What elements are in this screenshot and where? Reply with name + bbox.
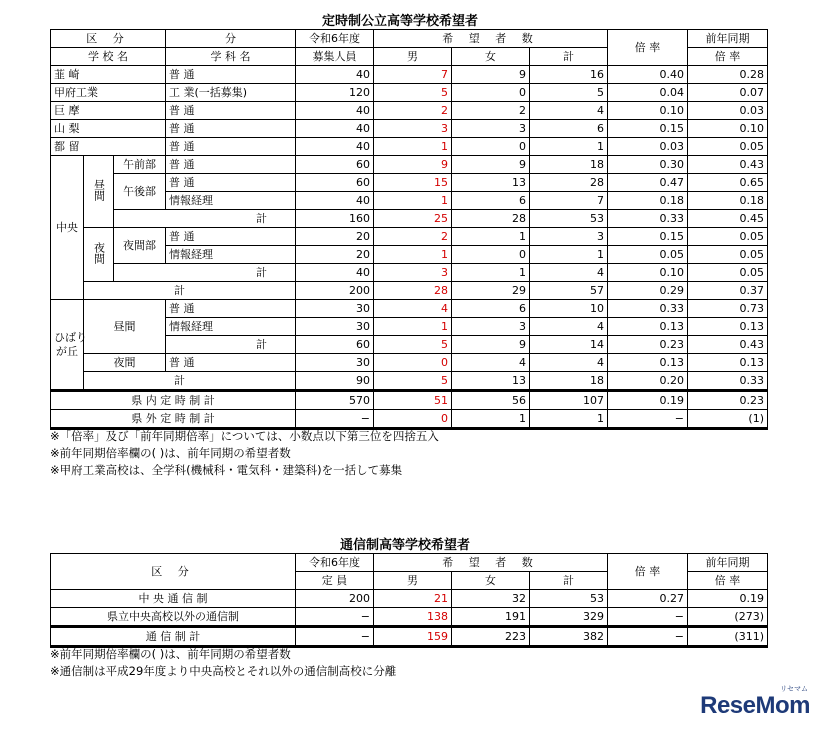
table-row [51,354,768,372]
note-line: ※前年同期倍率欄の( )は、前年同期の希望者数 [50,446,291,460]
prev-cell: 0.73 [688,300,768,318]
prev-cell: 0.28 [688,66,768,84]
female-cell: 2 [452,102,530,120]
header-prev2: 倍 率 [688,48,768,66]
capacity-cell: 90 [296,372,374,391]
total-cell: 28 [530,174,608,192]
capacity-cell: 40 [296,66,374,84]
ratio-cell: 0.19 [608,391,688,410]
male-cell: 28 [374,282,452,300]
header-kubun: 区 分 [51,30,166,48]
capacity-cell: 30 [296,300,374,318]
male-cell: 5 [374,84,452,102]
chuo-label: 中央 [51,156,84,300]
male-cell: 3 [374,120,452,138]
ratio-cell: 0.18 [608,192,688,210]
logo-sup: リセマム [780,685,808,693]
female-cell: 29 [452,282,530,300]
ratio-cell: 0.10 [608,264,688,282]
ratio-cell: 0.40 [608,66,688,84]
prev-cell: 0.05 [688,138,768,156]
female-cell: 0 [452,84,530,102]
total-cell: 5 [530,84,608,102]
capacity-cell: 200 [296,282,374,300]
male-cell: 5 [374,336,452,354]
ratio-cell: 0.13 [608,318,688,336]
header-female: 女 [452,48,530,66]
table-row [51,138,768,156]
table-row [51,66,768,84]
note-line: ※「倍率」及び「前年同期倍率」については、小数点以下第三位を四捨五入 [50,429,439,443]
male-cell: 159 [374,627,452,647]
hibari-label [51,300,87,391]
chuo-gogo-label: 午後部 [114,174,166,210]
hibari-yakan-label: 夜間 [84,354,166,372]
school-name: 巨 摩 [51,102,166,120]
dept-name: 普 通 [166,300,296,318]
capacity-cell: 60 [296,336,374,354]
prev-cell: 0.10 [688,120,768,138]
male-cell: 1 [374,246,452,264]
header-total: 計 [530,572,608,590]
header-prev2: 倍 率 [688,572,768,590]
dept-name: 情報経理 [166,246,296,264]
female-cell: 1 [452,410,530,429]
dept-name: 普 通 [166,174,296,192]
ratio-cell: 0.47 [608,174,688,192]
female-cell: 0 [452,246,530,264]
total-cell: 4 [530,318,608,336]
female-cell: 13 [452,372,530,391]
male-cell: 0 [374,354,452,372]
capacity-cell: 30 [296,354,374,372]
female-cell: 1 [452,228,530,246]
total-cell: 53 [530,210,608,228]
subtotal-row [51,372,768,391]
prev-cell: 0.43 [688,336,768,354]
capacity-cell: − [296,627,374,647]
ratio-cell: 0.33 [608,210,688,228]
table-row [51,590,768,608]
chuo-hiruma-label: 昼間 [92,178,106,201]
header-ratio: 倍 率 [608,554,688,590]
table-row [51,228,768,246]
ratio-cell: 0.04 [608,84,688,102]
male-cell: 2 [374,228,452,246]
prev-cell: 0.23 [688,391,768,410]
dept-name: 普 通 [166,156,296,174]
hibari-label-line2: が丘 [56,344,78,358]
subtotal-label: 計 [114,264,296,282]
total-row [51,391,768,410]
capacity-cell: 40 [296,138,374,156]
ratio-cell: 0.33 [608,300,688,318]
male-cell: 25 [374,210,452,228]
prev-cell: 0.05 [688,228,768,246]
male-cell: 51 [374,391,452,410]
ratio-cell: 0.27 [608,590,688,608]
dept-name: 普 通 [166,354,296,372]
dept-name: 普 通 [166,66,296,84]
table1-title: 定時制公立高等学校希望者 [321,14,478,29]
school-name: 甲府工業 [51,84,166,102]
prev-cell: 0.65 [688,174,768,192]
capacity-cell: 40 [296,264,374,282]
total-cell: 6 [530,120,608,138]
header-applicants: 希 望 者 数 [374,30,608,48]
prev-cell: 0.05 [688,246,768,264]
total-cell: 3 [530,228,608,246]
school-name: 山 梨 [51,120,166,138]
header-prev1: 前年同期 [688,30,768,48]
female-cell: 9 [452,66,530,84]
prev-cell: 0.37 [688,282,768,300]
total-cell: 1 [530,246,608,264]
total-row [51,627,768,647]
kengai-label: 県 外 定 時 制 計 [51,410,296,429]
male-cell: 5 [374,372,452,391]
capacity-cell: 60 [296,156,374,174]
female-cell: 6 [452,300,530,318]
table-row [51,300,768,318]
header-dept: 学 科 名 [166,48,296,66]
prev-cell: 0.03 [688,102,768,120]
dept-name: 普 通 [166,228,296,246]
header-cap1: 令和6年度 [296,554,374,572]
dept-name: 普 通 [166,138,296,156]
table2-title: 通信制高等学校希望者 [339,538,470,553]
table2-notes [50,646,396,680]
table-row [51,156,768,174]
correspondence-table [50,553,768,648]
header-capacity1: 令和6年度 [296,30,374,48]
total-cell: 1 [530,410,608,429]
header-ratio: 倍 率 [608,30,688,66]
prev-cell: 0.18 [688,192,768,210]
total-cell: 4 [530,354,608,372]
capacity-cell: 20 [296,228,374,246]
ratio-cell: 0.29 [608,282,688,300]
ratio-cell: 0.03 [608,138,688,156]
male-cell: 138 [374,608,452,627]
capacity-cell: 20 [296,246,374,264]
header-male: 男 [374,572,452,590]
ratio-cell: − [608,627,688,647]
table-row [51,84,768,102]
subtotal-label: 計 [84,282,296,300]
female-cell: 0 [452,138,530,156]
prev-cell: (311) [688,627,768,647]
female-cell: 13 [452,174,530,192]
header-kubun: 区 分 [51,554,296,590]
subtotal-label: 計 [84,372,296,391]
female-cell: 9 [452,156,530,174]
prev-cell: 0.13 [688,354,768,372]
capacity-cell: 40 [296,102,374,120]
total-cell: 7 [530,192,608,210]
prev-cell: (273) [688,608,768,627]
chuo-yakanbu-label: 夜間部 [114,228,166,264]
note-line: ※前年同期倍率欄の( )は、前年同期の希望者数 [50,647,291,661]
subtotal-row [51,264,768,282]
prev-cell: 0.43 [688,156,768,174]
dept-name: 情報経理 [166,318,296,336]
header-female: 女 [452,572,530,590]
total-cell: 57 [530,282,608,300]
table-row [51,120,768,138]
ratio-cell: 0.15 [608,120,688,138]
ratio-cell: − [608,608,688,627]
female-cell: 6 [452,192,530,210]
male-cell: 0 [374,410,452,429]
subtotal-row [51,282,768,300]
table1-notes [50,428,439,479]
ratio-cell: 0.05 [608,246,688,264]
total-cell: 18 [530,156,608,174]
prev-cell: 0.45 [688,210,768,228]
capacity-cell: 200 [296,590,374,608]
prev-cell: 0.19 [688,590,768,608]
total-cell: 16 [530,66,608,84]
female-cell: 32 [452,590,530,608]
row-label: 中 央 通 信 制 [51,590,296,608]
dept-name: 普 通 [166,102,296,120]
hibari-hiruma-label: 昼間 [84,300,166,354]
header-kubun-2: 分 [166,30,296,48]
dept-name: 普 通 [166,120,296,138]
male-cell: 15 [374,174,452,192]
note-line: ※甲府工業高校は、全学科(機械科・電気科・建築科)を一括して募集 [50,463,403,477]
capacity-cell: 30 [296,318,374,336]
capacity-cell: − [296,410,374,429]
capacity-cell: 60 [296,174,374,192]
female-cell: 3 [452,120,530,138]
ratio-cell: 0.20 [608,372,688,391]
total-cell: 107 [530,391,608,410]
table-row [51,174,768,192]
prev-cell: 0.13 [688,318,768,336]
hibari-label-line1: ひばり [54,330,87,344]
prev-cell: (1) [688,410,768,429]
resemom-logo: ReseMom [700,692,810,719]
total-cell: 18 [530,372,608,391]
header-male: 男 [374,48,452,66]
ratio-cell: 0.13 [608,354,688,372]
female-cell: 3 [452,318,530,336]
female-cell: 9 [452,336,530,354]
female-cell: 1 [452,264,530,282]
male-cell: 21 [374,590,452,608]
row-label: 通 信 制 計 [51,627,296,647]
male-cell: 9 [374,156,452,174]
capacity-cell: 40 [296,192,374,210]
total-cell: 4 [530,102,608,120]
female-cell: 56 [452,391,530,410]
male-cell: 1 [374,192,452,210]
ratio-cell: 0.23 [608,336,688,354]
female-cell: 4 [452,354,530,372]
table-row [51,102,768,120]
subtotal-label: 計 [166,336,296,354]
total-cell: 1 [530,138,608,156]
male-cell: 1 [374,318,452,336]
total-cell: 53 [530,590,608,608]
dept-name: 工 業(一括募集) [166,84,296,102]
part-time-table [50,29,768,430]
row-label: 県立中央高校以外の通信制 [51,608,296,627]
kennai-label: 県 内 定 時 制 計 [51,391,296,410]
header-total: 計 [530,48,608,66]
total-cell: 329 [530,608,608,627]
capacity-cell: 160 [296,210,374,228]
table-row [51,608,768,627]
header-capacity2: 募集人員 [296,48,374,66]
capacity-cell: 120 [296,84,374,102]
female-cell: 28 [452,210,530,228]
total-cell: 10 [530,300,608,318]
male-cell: 3 [374,264,452,282]
header-cap2: 定 員 [296,572,374,590]
male-cell: 1 [374,138,452,156]
female-cell: 191 [452,608,530,627]
female-cell: 223 [452,627,530,647]
dept-name: 情報経理 [166,192,296,210]
prev-cell: 0.07 [688,84,768,102]
header-prev1: 前年同期 [688,554,768,572]
header-applicants: 希 望 者 数 [374,554,608,572]
subtotal-label: 計 [114,210,296,228]
note-line: ※通信制は平成29年度より中央高校とそれ以外の通信制高校に分離 [50,664,397,678]
school-name: 都 留 [51,138,166,156]
subtotal-row [51,210,768,228]
male-cell: 2 [374,102,452,120]
ratio-cell: 0.30 [608,156,688,174]
total-row [51,410,768,429]
ratio-cell: − [608,410,688,429]
header-school: 学 校 名 [51,48,166,66]
male-cell: 7 [374,66,452,84]
ratio-cell: 0.10 [608,102,688,120]
prev-cell: 0.33 [688,372,768,391]
capacity-cell: − [296,608,374,627]
capacity-cell: 570 [296,391,374,410]
male-cell: 4 [374,300,452,318]
ratio-cell: 0.15 [608,228,688,246]
prev-cell: 0.05 [688,264,768,282]
capacity-cell: 40 [296,120,374,138]
total-cell: 382 [530,627,608,647]
school-name: 韮 崎 [51,66,166,84]
chuo-gozen-label: 午前部 [114,156,166,174]
total-cell: 14 [530,336,608,354]
total-cell: 4 [530,264,608,282]
chuo-yakan-label: 夜間 [92,241,106,264]
